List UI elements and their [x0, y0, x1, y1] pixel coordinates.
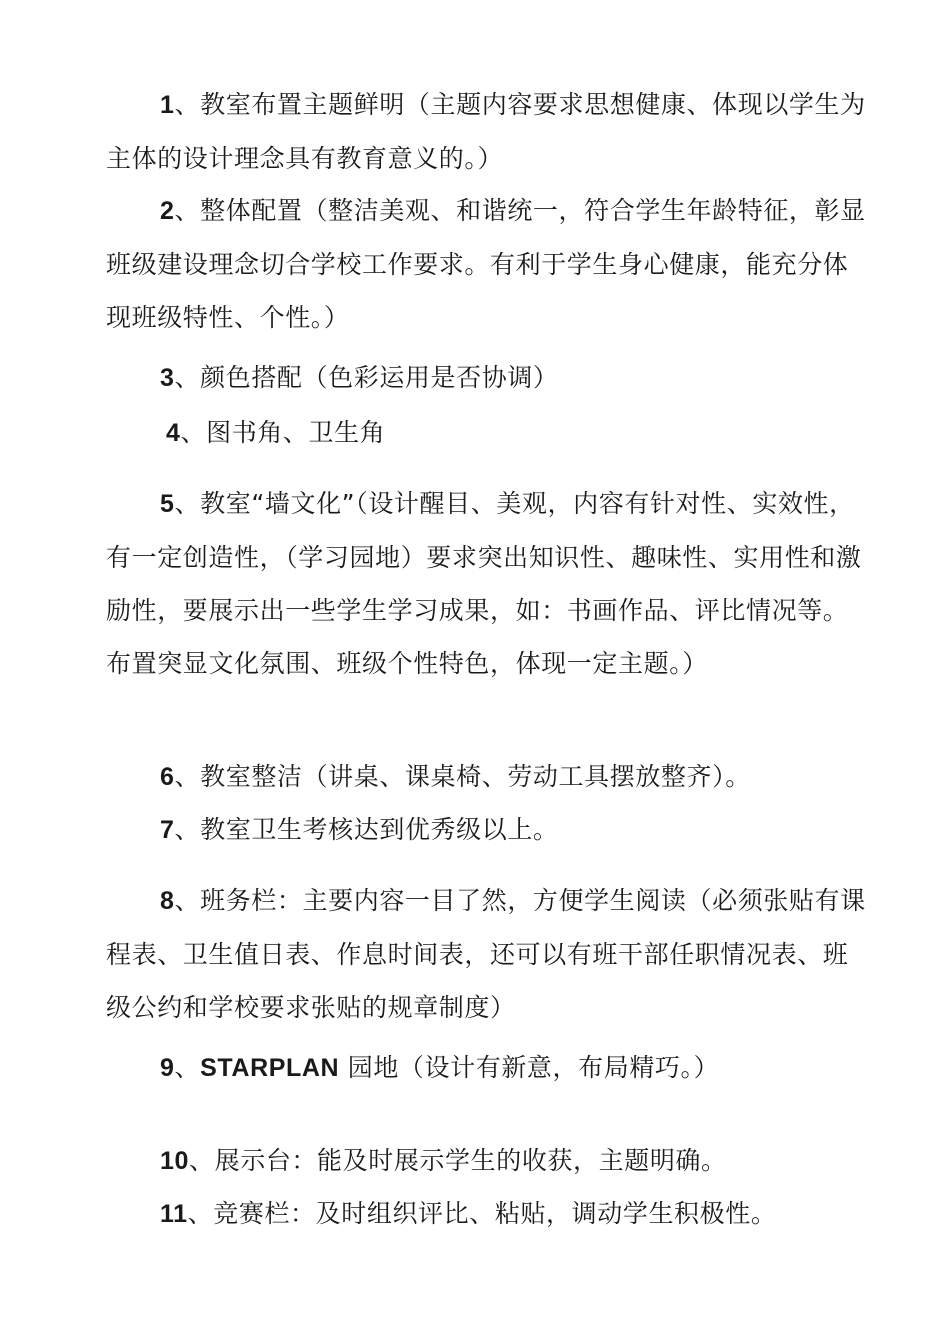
list-item-2	[106, 184, 866, 344]
item-text: 、教室整洁（讲桌、课桌椅、劳动工具摆放整齐）。	[174, 762, 751, 791]
item-number: 11	[160, 1200, 188, 1228]
list-item-1	[106, 78, 866, 185]
item-text: 、图书角、卫生角	[180, 418, 386, 447]
item-text: 、颜色搭配（色彩运用是否协调）	[174, 363, 559, 392]
item-text: 、教室“墙文化”（设计醒目、美观，内容有针对性、实效性，有一定创造性，（学习园地）要求突出知识性、趣味性、实用性和激励性，要展示出一些学生学习成果，如：书画作品、评比情况等。布置突显文化氛围、班级个性特色，体现一定主题。）	[106, 489, 862, 678]
item-text: 、班务栏：主要内容一目了然，方便学生阅读（必须张贴有课程表、卫生值日表、作息时间表，还可以有班干部任职情况表、班级公约和学校要求张贴的规章制度）	[106, 886, 866, 1022]
list-item-8	[106, 874, 866, 1034]
item-number: 7	[160, 816, 175, 844]
item-number: 2	[160, 197, 175, 225]
item-number: 9	[160, 1054, 175, 1082]
item-text: 、教室卫生考核达到优秀级以上。	[174, 815, 559, 844]
item-number: 3	[160, 364, 175, 392]
item-text: 、整体配置（整洁美观、和谐统一，符合学生年龄特征，彰显班级建设理念切合学校工作要求。有利于学生身心健康，能充分体现班级特性、个性。）	[106, 196, 866, 332]
list-item-6	[106, 750, 866, 804]
item-number: 10	[160, 1147, 190, 1175]
item-number: 8	[160, 887, 175, 915]
list-item-10	[106, 1134, 866, 1188]
list-item-11	[106, 1187, 866, 1241]
list-item-9	[106, 1041, 866, 1095]
item-text: 、教室布置主题鲜明（主题内容要求思想健康、体现以学生为主体的设计理念具有教育意义的。）	[106, 90, 866, 173]
item-latin-text: STARPLAN	[200, 1054, 340, 1082]
list-item-7	[106, 803, 866, 857]
item-number: 1	[160, 91, 175, 119]
item-text-continued: 园地（设计有新意，布局精巧。）	[339, 1053, 720, 1082]
item-number: 5	[160, 490, 175, 518]
item-number: 4	[166, 419, 181, 447]
list-item-3	[106, 351, 866, 405]
item-text: 、展示台：能及时展示学生的收获，主题明确。	[189, 1146, 727, 1175]
item-text: 、竞赛栏：及时组织评比、粘贴，调动学生积极性。	[187, 1199, 777, 1228]
item-number: 6	[160, 763, 175, 791]
item-text: 、	[174, 1053, 201, 1082]
list-item-5	[106, 477, 866, 690]
list-item-4	[112, 406, 872, 460]
